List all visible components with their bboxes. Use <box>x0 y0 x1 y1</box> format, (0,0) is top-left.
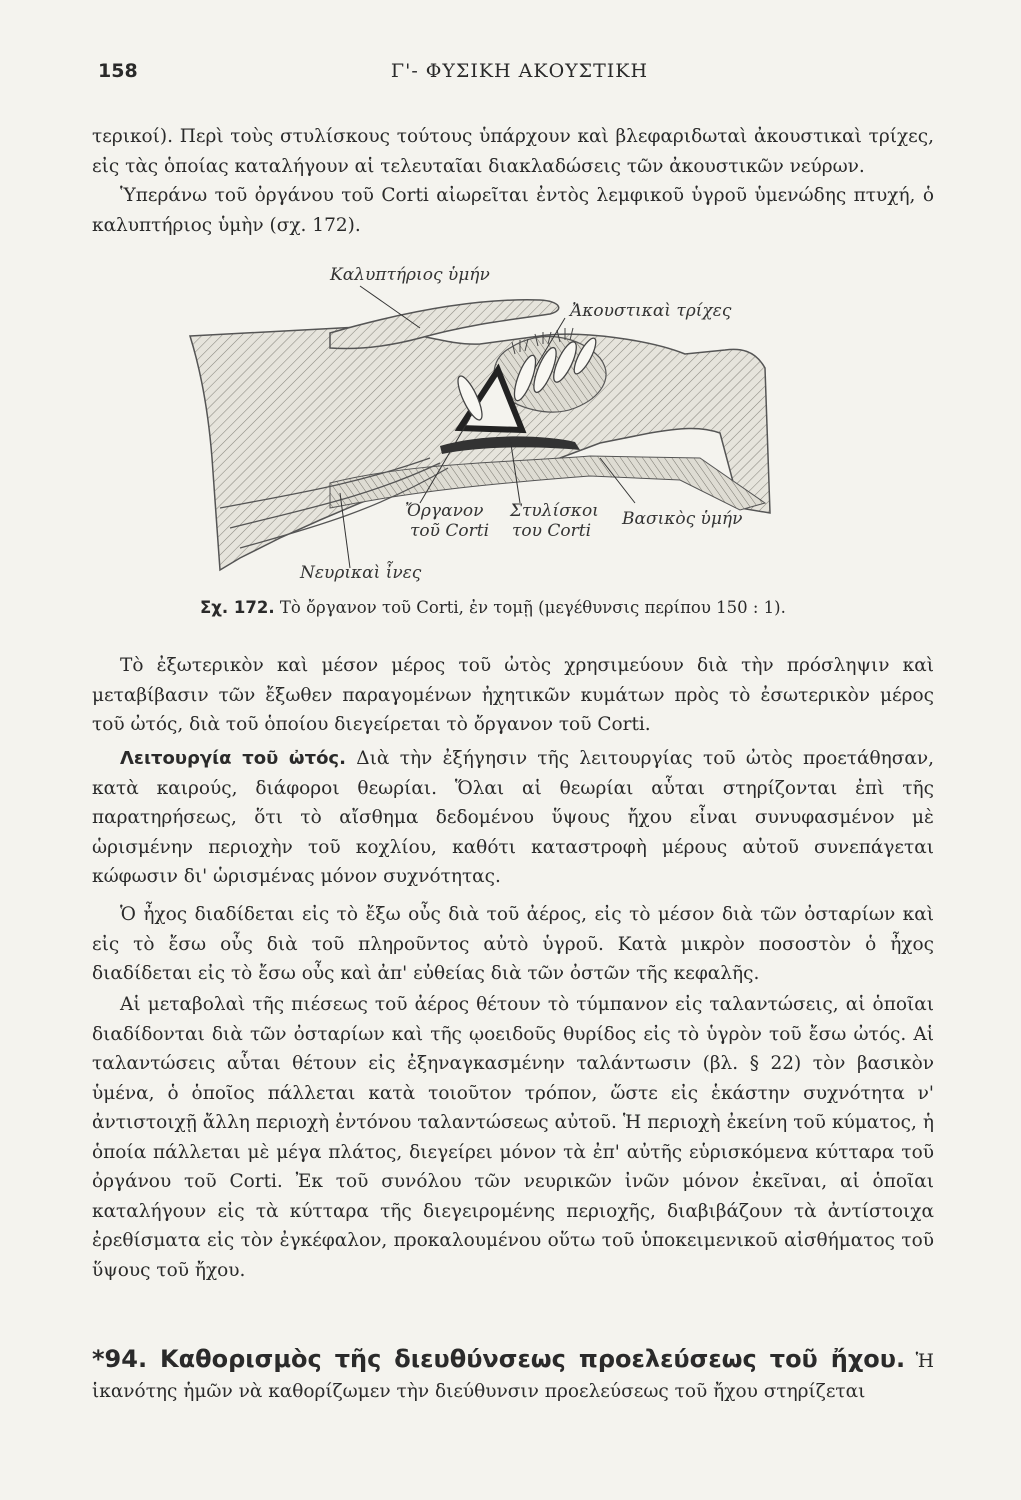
paragraph-4 <box>92 744 934 892</box>
paragraph-5: Ὁ ἦχος διαδίδεται εἰς τὸ ἔξω οὖς διὰ τοῦ ἀέρος, εἰς τὸ μέσον διὰ τῶν ὀσταρίων καὶ εἰς τὸ ἔσω οὖς διὰ τοῦ πληροῦντος αὐτὸ ὑγροῦ. Κατὰ μικρὸν ποσοστὸν ὁ ἦχος διαδίδεται εἰς τὸ ἔσω οὖς καὶ ἀπ' εὐθείας διὰ τῶν ὀστῶν τῆς κεφαλῆς. <box>92 904 934 984</box>
organ-of-corti-diagram <box>180 258 800 588</box>
page-number: 158 <box>98 60 138 82</box>
figure-caption <box>200 598 860 617</box>
figure-organ-of-corti <box>180 258 800 588</box>
caption-number: Σχ. 172. <box>200 598 275 617</box>
caption-text: Τὸ ὄργανον τοῦ Corti, ἐν τομῇ (μεγέθυνσις περίπου 150 : 1). <box>279 598 786 617</box>
label-hairs: Ἀκουστικαὶ τρίχες <box>570 301 732 321</box>
running-head: Γ'- ΦΥΣΙΚΗ ΑΚΟΥΣΤΙΚΗ <box>390 60 649 82</box>
paragraph-4-title: Λειτουργία τοῦ ὠτός. <box>120 748 346 769</box>
label-basilar: Βασικὸς ὑμήν <box>622 509 743 529</box>
label-rods-line1: Στυλίσκοι <box>510 501 599 521</box>
paragraph-intro-2: Ὑπεράνω τοῦ ὀργάνου τοῦ Corti αἰωρεῖται ἐντὸς λεμφικοῦ ὑγροῦ ὑμενώδης πτυχή, ὁ καλυπτήριος ὑμὴν (σχ. 172). <box>92 185 934 236</box>
paragraph-4-text: Διὰ τὴν ἐξήγησιν τῆς λειτουργίας τοῦ ὠτὸς προετάθησαν, κατὰ καιρούς, διάφοροι θεωρίαι. Ὅλαι αἱ θεωρίαι αὗται στηρίζονται ἐπὶ τῆς παρατηρήσεως, ὅτι τὸ αἴσθημα δεδομένου ὕψους ἤχου εἶναι συνυφασμένον μὲ ὡρισμένην περιοχὴν τοῦ κοχλίου, καθότι καταστροφὴ μέρους αὐτοῦ συνεπάγεται κώφωσιν δι' ὡρισμένας μόνον συχνότητας. <box>92 748 935 887</box>
label-organ-line1: Ὄργανον <box>405 501 484 521</box>
label-organ-line2: τοῦ Corti <box>410 521 490 541</box>
page-header <box>98 60 941 90</box>
label-tectorial: Καλυπτήριος ὑμήν <box>330 265 490 285</box>
paragraph-3: Τὸ ἐξωτερικὸν καὶ μέσον μέρος τοῦ ὠτὸς χρησιμεύουν διὰ τὴν πρόσληψιν καὶ μεταβίβασιν τῶν ἔξωθεν παραγομένων ἠχητικῶν κυμάτων πρὸς τὸ ἐσωτερικὸν μέρος τοῦ ὠτός, διὰ τοῦ ὁποίου διεγείρεται τὸ ὄργανον τοῦ Corti. <box>92 655 934 735</box>
section-94 <box>92 1344 934 1407</box>
label-nerves: Νευρικαὶ ἶνες <box>300 563 422 583</box>
section-text: Ἡ ἱκανότης ἡμῶν νὰ καθορίζωμεν τὴν διεύθυνσιν προελεύσεως τοῦ ἤχου στηρίζεται <box>92 1350 934 1402</box>
paragraph-intro-1: τερικοί). Περὶ τοὺς στυλίσκους τούτους ὑπάρχουν καὶ βλεφαριδωταὶ ἀκουστικαὶ τρίχες, εἰς τὰς ὁποίας καταλήγουν αἱ τελευταῖαι διακλαδώσεις τῶν ἀκουστικῶν νεύρων. <box>92 126 934 177</box>
paragraph-6: Αἱ μεταβολαὶ τῆς πιέσεως τοῦ ἀέρος θέτουν τὸ τύμπανον εἰς ταλαντώσεις, αἱ ὁποῖαι διαδίδονται διὰ τῶν ὀσταρίων καὶ τῆς ῳοειδοῦς θυρίδος εἰς τὸ ὑγρὸν τοῦ ἔσω ὠτός. Αἱ ταλαντώσεις αὗται θέτουν εἰς ἐξηναγκασμένην ταλάντωσιν (βλ. § 22) τὸν βασικὸν ὑμένα, ὁ ὁποῖος πάλλεται κατὰ τοιοῦτον τρόπον, ὥστε εἰς ἑκάστην συχνότητα ν' ἀντιστοιχῇ ἄλλη περιοχὴ ἐντόνου ταλαντώσεως αὐτοῦ. Ἡ περιοχὴ ἐκείνη τοῦ κύματος, ἡ ὁποία πάλλεται μὲ μέγα πλάτος, διεγείρει μόνον τὰ ἐπ' αὐτῆς εὑρισκόμενα κύτταρα τοῦ ὀργάνου τοῦ Corti. Ἐκ τοῦ συνόλου τῶν νευρικῶν ἰνῶν μόνον ἐκεῖναι, αἱ ὁποῖαι καταλήγουν εἰς τὰ κύτταρα τῆς διεγειρομένης περιοχῆς, διαβιβάζουν τὰ ἀντίστοιχα ἐρεθίσματα εἰς τὸν ἐγκέφαλον, προκαλουμένου οὕτω τοῦ ὑποκειμενικοῦ αἰσθήματος τοῦ ὕψους τοῦ ἤχου. <box>92 994 934 1281</box>
label-rods-line2: του Corti <box>512 521 592 541</box>
section-title: *94. Καθορισμὸς τῆς διευθύνσεως προελεύσεως τοῦ ἤχου. <box>92 1344 906 1373</box>
